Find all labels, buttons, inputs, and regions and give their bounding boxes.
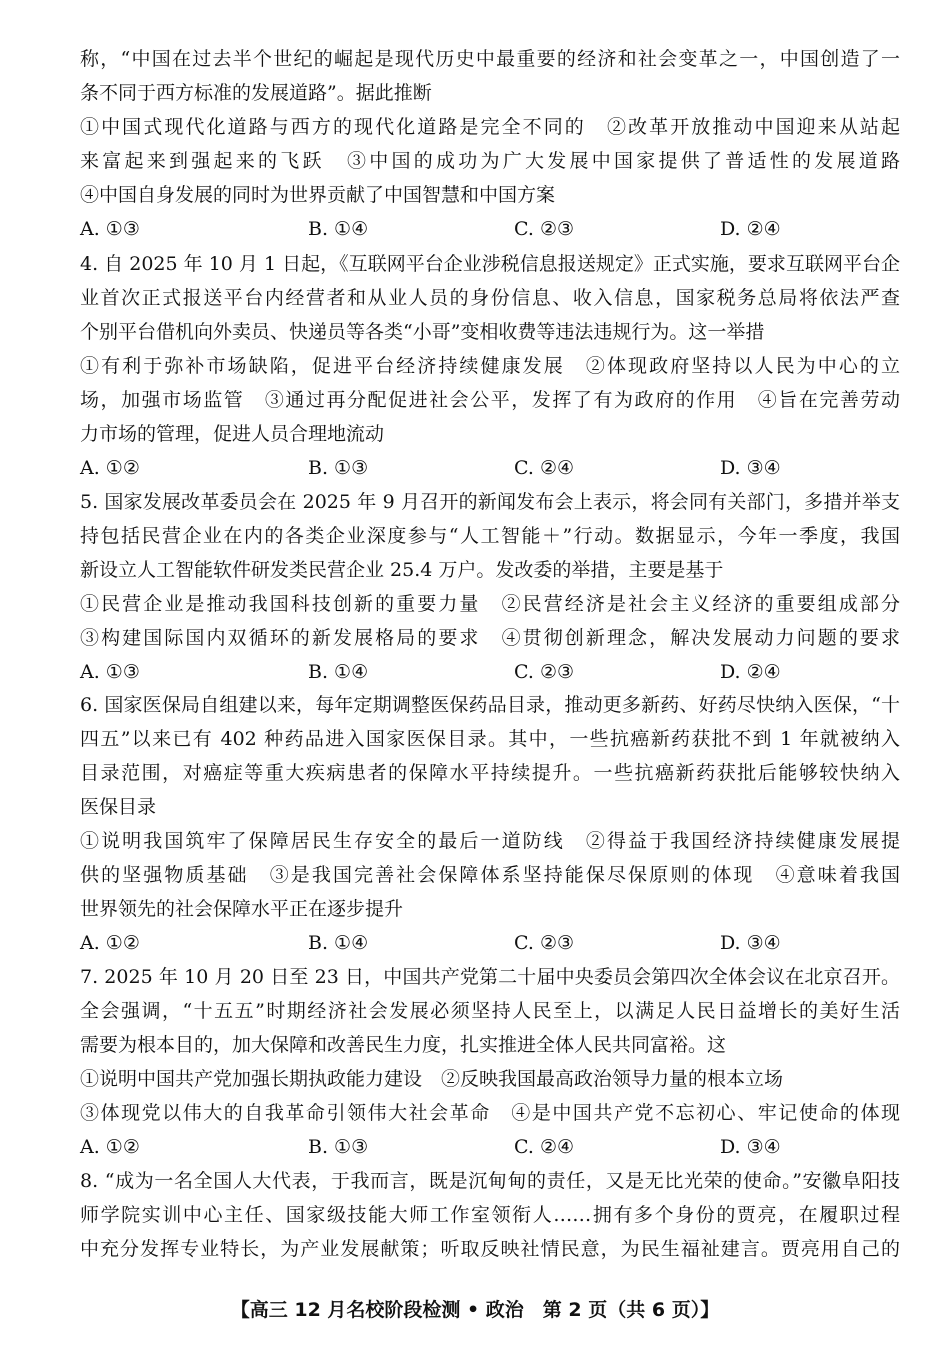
q3-line-4: 来富起来到强起来的飞跃 ③中国的成功为广大发展中国家提供了普适性的发展道路 [80, 150, 900, 172]
q7-option-a: A. ①② [80, 1136, 140, 1158]
q4-line-6: 力市场的管理，促进人员合理地流动 [80, 423, 385, 445]
q6-option-b: B. ①④ [308, 932, 369, 954]
q3-options [80, 216, 900, 242]
q3-line-1: 称，“中国在过去半个世纪的崛起是现代历史中最重要的经济和社会变革之一，中国创造了一 [80, 48, 900, 70]
q6-line-6: 供的坚强物质基础 ③是我国完善社会保障体系坚持能保尽保原则的体现 ④意味着我国 [80, 864, 900, 886]
q6-line-4: 医保目录 [80, 796, 157, 818]
q4-line-1: 4. 自 2025 年 10 月 1 日起，《互联网平台企业涉税信息报送规定》正式实施，要求互联网平台企 [80, 253, 900, 275]
q5-line-3: 新设立人工智能软件研发类民营企业 25.4 万户。发改委的举措，主要是基于 [80, 559, 724, 581]
q8-line-2: 师学院实训中心主任、国家级技能大师工作室领衔人……拥有多个身份的贾亮，在履职过程 [80, 1204, 900, 1226]
q4-option-d: D. ③④ [720, 457, 781, 479]
q4-line-5: 场，加强市场监管 ③通过再分配促进社会公平，发挥了有为政府的作用 ④旨在完善劳动 [80, 389, 900, 411]
page-footer: 【高三 12 月名校阶段检测 • 政治 第 2 页（共 6 页）】 [230, 1299, 720, 1321]
q6-line-1: 6. 国家医保局自组建以来，每年定期调整医保药品目录，推动更多新药、好药尽快纳入医保，“十 [80, 694, 900, 716]
q6-line-5: ①说明我国筑牢了保障居民生存安全的最后一道防线 ②得益于我国经济持续健康发展提 [80, 830, 900, 852]
q5-options [80, 659, 900, 685]
q6-option-a: A. ①② [80, 932, 140, 954]
q5-line-5: ③构建国际国内双循环的新发展格局的要求 ④贯彻创新理念，解决发展动力问题的要求 [80, 627, 900, 649]
q8-line-3: 中充分发挥专业特长，为产业发展献策；听取反映社情民意，为民生福祉建言。贾亮用自己的 [80, 1238, 900, 1260]
q4-line-2: 业首次正式报送平台内经营者和从业人员的身份信息、收入信息，国家税务总局将依法严查 [80, 287, 900, 309]
q4-line-4: ①有利于弥补市场缺陷，促进平台经济持续健康发展 ②体现政府坚持以人民为中心的立 [80, 355, 900, 377]
q3-option-d: D. ②④ [720, 218, 781, 240]
q8-line-1: 8. “成为一名全国人大代表，于我而言，既是沉甸甸的责任，又是无比光荣的使命。”安徽阜阳技 [80, 1170, 900, 1192]
q6-line-7: 世界领先的社会保障水平正在逐步提升 [80, 898, 404, 920]
q7-option-c: C. ②④ [514, 1136, 575, 1158]
q6-line-3: 目录范围，对癌症等重大疾病患者的保障水平持续提升。一些抗癌新药获批后能够较快纳入 [80, 762, 900, 784]
q6-option-d: D. ③④ [720, 932, 781, 954]
q7-line-5: ③体现党以伟大的自我革命引领伟大社会革命 ④是中国共产党不忘初心、牢记使命的体现 [80, 1102, 900, 1124]
q7-options [80, 1134, 900, 1160]
q5-line-4: ①民营企业是推动我国科技创新的重要力量 ②民营经济是社会主义经济的重要组成部分 [80, 593, 900, 615]
q3-option-a: A. ①③ [80, 218, 140, 240]
q3-option-b: B. ①④ [308, 218, 369, 240]
q7-line-2: 全会强调，“十五五”时期经济社会发展必须坚持人民至上，以满足人民日益增长的美好生活 [80, 1000, 900, 1022]
q6-option-c: C. ②③ [514, 932, 575, 954]
q3-option-c: C. ②③ [514, 218, 575, 240]
q7-option-d: D. ③④ [720, 1136, 781, 1158]
q5-line-1: 5. 国家发展改革委员会在 2025 年 9 月召开的新闻发布会上表示，将会同有关部门，多措并举支 [80, 491, 900, 513]
q7-line-3: 需要为根本目的，加大保障和改善民生力度，扎实推进全体人民共同富裕。这 [80, 1034, 727, 1056]
q6-options [80, 930, 900, 956]
q7-option-b: B. ①③ [308, 1136, 369, 1158]
q4-line-3: 个别平台借机向外卖员、快递员等各类“小哥”变相收费等违法违规行为。这一举措 [80, 321, 765, 343]
q5-line-2: 持包括民营企业在内的各类企业深度参与“人工智能＋”行动。数据显示，今年一季度，我国 [80, 525, 900, 547]
q4-options [80, 455, 900, 481]
q4-option-b: B. ①③ [308, 457, 369, 479]
q4-option-c: C. ②④ [514, 457, 575, 479]
q3-line-5: ④中国自身发展的同时为世界贡献了中国智慧和中国方案 [80, 184, 556, 206]
q5-option-d: D. ②④ [720, 661, 781, 683]
q5-option-b: B. ①④ [308, 661, 369, 683]
q6-line-2: 四五”以来已有 402 种药品进入国家医保目录。其中，一些抗癌新药获批不到 1 年就被纳入 [80, 728, 900, 750]
q4-option-a: A. ①② [80, 457, 140, 479]
q7-line-4: ①说明中国共产党加强长期执政能力建设 ②反映我国最高政治领导力量的根本立场 [80, 1068, 784, 1090]
q5-option-c: C. ②③ [514, 661, 575, 683]
q5-option-a: A. ①③ [80, 661, 140, 683]
q3-line-3: ①中国式现代化道路与西方的现代化道路是完全不同的 ②改革开放推动中国迎来从站起 [80, 116, 900, 138]
q3-line-2: 条不同于西方标准的发展道路”。据此推断 [80, 82, 432, 104]
q7-line-1: 7. 2025 年 10 月 20 日至 23 日，中国共产党第二十届中央委员会第四次全体会议在北京召开。 [80, 966, 900, 988]
